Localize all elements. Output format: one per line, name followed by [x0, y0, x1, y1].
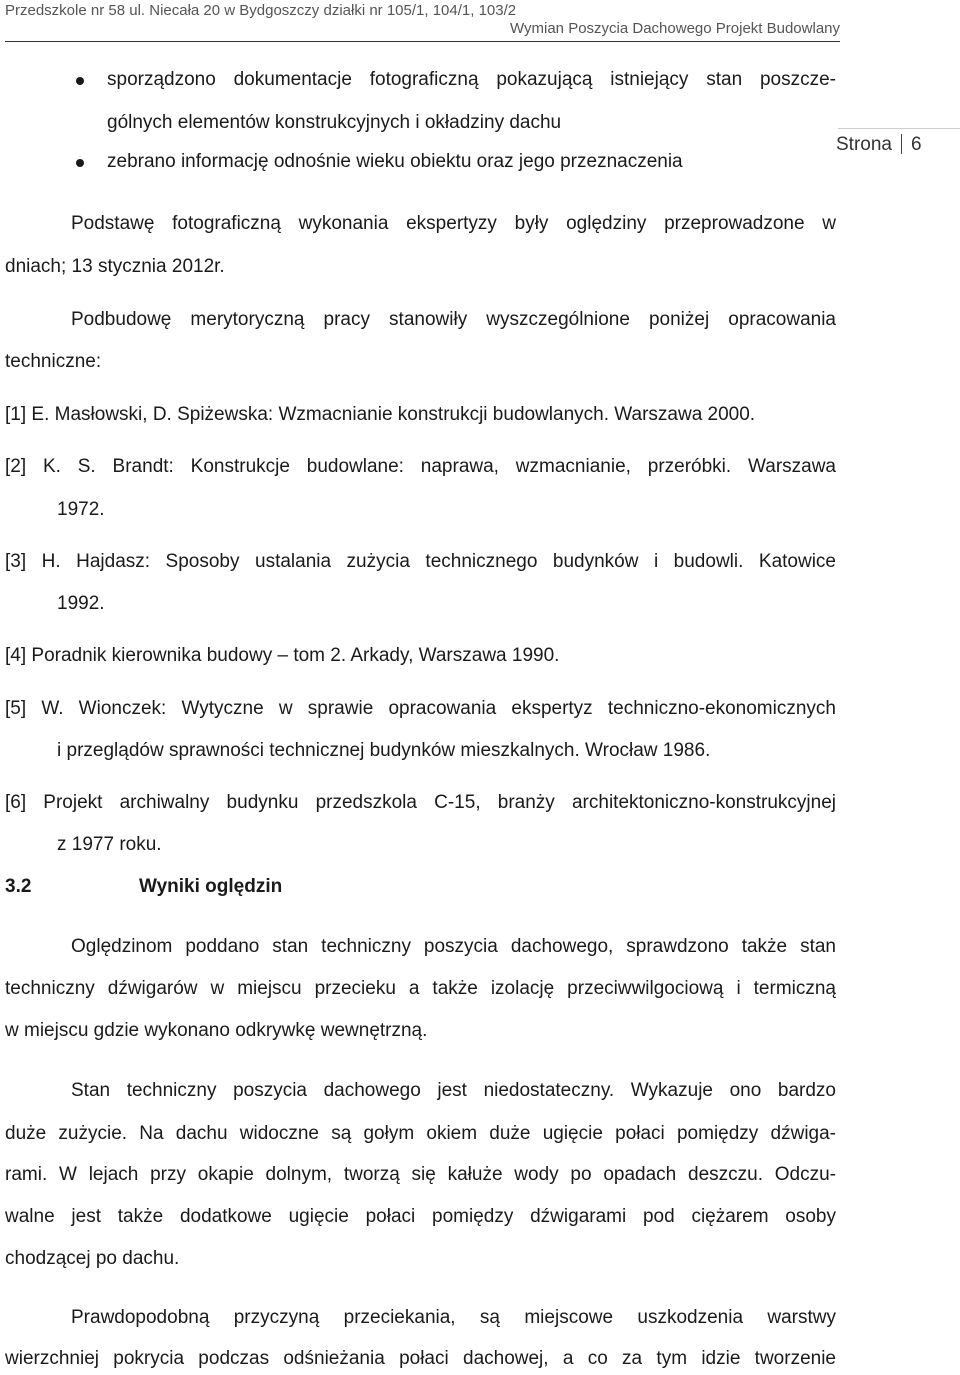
bullet-1-line-2: gólnych elementów konstrukcyjnych i okładziny dachu	[107, 112, 562, 133]
paragraph-2-line-2: techniczne:	[5, 351, 102, 372]
reference-6-line-2: z 1977 roku.	[57, 834, 162, 855]
paragraph-5-line-2: wierzchniej pokrycia podczas odśnieżania połaci dachowej, a co za tym idzie tworzenie	[5, 1348, 836, 1369]
section-title: Wyniki oględzin	[139, 876, 283, 897]
paragraph-3-line-1: Oględzinom poddano stan techniczny poszycia dachowego, sprawdzono także stan	[71, 936, 836, 957]
paragraph-4-line-3: rami. W lejach przy okapie dolnym, tworzą się kałuże wody po opadach deszczu. Odczu-	[5, 1164, 836, 1185]
paragraph-4-line-4: walne jest także dodatkowe ugięcie połaci pomiędzy dźwigarami pod ciężarem osoby	[5, 1206, 836, 1227]
page-number-divider	[901, 134, 902, 154]
section-number: 3.2	[5, 876, 32, 897]
bullet-dot	[76, 159, 84, 167]
reference-3-line-2: 1992.	[57, 593, 105, 614]
reference-2-line-1: [2] K. S. Brandt: Konstrukcje budowlane: naprawa, wzmacnianie, przeróbki. Warszawa	[5, 456, 836, 477]
bullet-2-line-1: zebrano informację odnośnie wieku obiektu oraz jego przeznaczenia	[107, 151, 683, 172]
paragraph-4-line-1: Stan techniczny poszycia dachowego jest niedostateczny. Wykazuje ono bardzo	[71, 1080, 836, 1101]
reference-5-line-1: [5] W. Wionczek: Wytyczne w sprawie opracowania ekspertyz techniczno-ekonomicznych	[5, 698, 836, 719]
reference-1: [1] E. Masłowski, D. Spiżewska: Wzmacnianie konstrukcji budowlanych. Warszawa 2000.	[5, 404, 756, 425]
header-project-title: Wymian Poszycia Dachowego Projekt Budowlany	[509, 20, 840, 37]
paragraph-2-line-1: Podbudowę merytoryczną pracy stanowiły wyszczególnione poniżej opracowania	[71, 309, 836, 330]
reference-5-line-2: i przeglądów sprawności technicznej budynków mieszkalnych. Wrocław 1986.	[57, 740, 711, 761]
page-number-value: 6	[910, 134, 922, 155]
header-address: Przedszkole nr 58 ul. Niecała 20 w Bydgoszczy działki nr 105/1, 104/1, 103/2	[5, 2, 517, 19]
bullet-dot	[76, 77, 84, 85]
page-number	[836, 134, 922, 156]
paragraph-5-line-1: Prawdopodobną przyczyną przeciekania, są miejscowe uszkodzenia warstwy	[71, 1307, 836, 1328]
reference-6-line-1: [6] Projekt archiwalny budynku przedszkola C-15, branży architektoniczno-konstrukcyjnej	[5, 792, 836, 813]
paragraph-3-line-3: w miejscu gdzie wykonano odkrywkę wewnętrzną.	[5, 1020, 428, 1041]
paragraph-3-line-2: techniczny dźwigarów w miejscu przecieku a także izolację przeciwwilgociową i termiczną	[5, 978, 836, 999]
page-header	[5, 0, 840, 42]
paragraph-4-line-5: chodzącej po dachu.	[5, 1248, 180, 1269]
header-rule	[5, 41, 840, 42]
paragraph-1-line-2: dniach; 13 stycznia 2012r.	[5, 256, 225, 277]
page-number-rule	[838, 128, 960, 129]
reference-4: [4] Poradnik kierownika budowy – tom 2. Arkady, Warszawa 1990.	[5, 645, 560, 666]
page-number-label: Strona	[836, 134, 892, 155]
paragraph-1-line-1: Podstawę fotograficzną wykonania ekspertyzy były oględziny przeprowadzone w	[71, 213, 836, 234]
reference-2-line-2: 1972.	[57, 499, 105, 520]
bullet-1-line-1: sporządzono dokumentacje fotograficzną pokazującą istniejący stan poszcze-	[107, 69, 836, 90]
paragraph-4-line-2: duże zużycie. Na dachu widoczne są gołym okiem duże ugięcie połaci pomiędzy dźwiga-	[5, 1123, 836, 1144]
reference-3-line-1: [3] H. Hajdasz: Sposoby ustalania zużycia technicznego budynków i budowli. Katowice	[5, 551, 836, 572]
